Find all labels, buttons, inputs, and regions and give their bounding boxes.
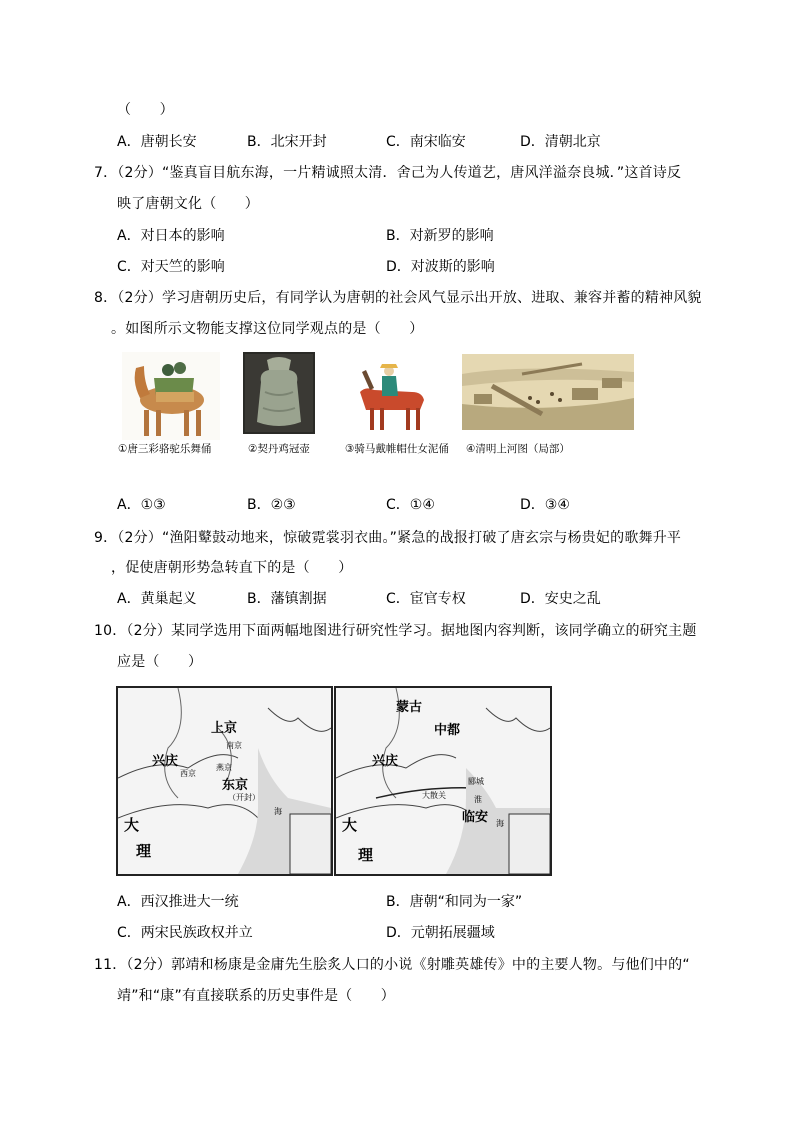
map2-label-small-1: 郾城 xyxy=(468,777,484,786)
map2-label-small-4: 海 xyxy=(496,819,504,828)
map2-label-da: 大 xyxy=(342,816,358,834)
q9-option-d: D．安史之乱 xyxy=(520,591,601,607)
q8-stem-line1: 8．（2分）学习唐朝历史后，有同学认为唐朝的社会风气显示出开放、进取、兼容并蓄的精神风貌 xyxy=(94,290,702,306)
q7-option-c: C．对天竺的影响 xyxy=(117,259,225,275)
southern-song-jin-map xyxy=(334,686,552,876)
map1-label-small-2: 燕京 xyxy=(216,763,232,772)
q7-option-b: B．对新罗的影响 xyxy=(386,228,494,244)
q8-caption-1: ①唐三彩骆驼乐舞俑 xyxy=(118,443,212,455)
horse-rider-figurine-image xyxy=(352,362,432,434)
q10-option-d: D．元朝拓展疆域 xyxy=(386,925,495,941)
northern-song-liao-map xyxy=(116,686,333,876)
q6-option-a: A．唐朝长安 xyxy=(117,134,197,150)
map1-label-small-4: （开封） xyxy=(228,793,260,802)
q8-option-d: D．③④ xyxy=(520,497,570,513)
q11-stem-line2: 靖”和“康”有直接联系的历史事件是（ ） xyxy=(117,988,395,1004)
q8-option-b: B．②③ xyxy=(247,497,296,513)
q10-stem-line1: 10．（2分）某同学选用下面两幅地图进行研究性学习。据地图内容判断，该同学确立的研究主题 xyxy=(94,623,697,639)
q8-caption-2: ②契丹鸡冠壶 xyxy=(248,443,310,455)
q10-option-c: C．两宋民族政权并立 xyxy=(117,925,253,941)
q7-stem-line2: 映了唐朝文化（ ） xyxy=(117,196,259,212)
map2-label-li: 理 xyxy=(358,846,374,864)
q8-option-a: A．①③ xyxy=(117,497,166,513)
q6-option-b: B．北宋开封 xyxy=(247,134,327,150)
q6-option-c: C．南宋临安 xyxy=(386,134,466,150)
map2-label-menggu: 蒙古 xyxy=(396,700,423,715)
map1-label-dongjing: 东京 xyxy=(222,778,249,793)
q6-option-d: D．清朝北京 xyxy=(520,134,601,150)
map1-label-da: 大 xyxy=(124,816,140,834)
q8-caption-4: ④清明上河图（局部） xyxy=(466,443,570,455)
q8-caption-3: ③骑马戴帷帽仕女泥俑 xyxy=(345,443,449,455)
map1-label-xingqing: 兴庆 xyxy=(152,754,179,769)
khitan-cockscomb-pot-image xyxy=(243,352,315,434)
map1-label-small-1: 南京 xyxy=(226,741,242,750)
map1-label-small-3: 西京 xyxy=(180,769,196,778)
q6-answer-paren: （ ） xyxy=(117,102,174,118)
q9-option-c: C．宦官专权 xyxy=(386,591,466,607)
map2-label-linan: 临安 xyxy=(462,810,489,825)
q9-stem-line2: ，促使唐朝形势急转直下的是（ ） xyxy=(111,560,353,576)
q10-option-a: A．西汉推进大一统 xyxy=(117,894,239,910)
q10-stem-line2: 应是（ ） xyxy=(117,654,203,670)
q7-option-a: A．对日本的影响 xyxy=(117,228,225,244)
q9-stem-line1: 9．（2分）“渔阳鼙鼓动地来，惊破霓裳羽衣曲。”紧急的战报打破了唐玄宗与杨贵妃的歌舞升平 xyxy=(94,530,682,546)
q10-option-b: B．唐朝“和同为一家” xyxy=(386,894,523,910)
map1-label-shangjing: 上京 xyxy=(211,721,238,736)
q11-stem-line1: 11．（2分）郭靖和杨康是金庸先生脍炙人口的小说《射雕英雄传》中的主要人物。与他们中的“ xyxy=(94,957,690,973)
qingming-scroll-image xyxy=(462,354,634,430)
map2-label-xingqing: 兴庆 xyxy=(372,754,399,769)
map1-label-li: 理 xyxy=(136,842,152,860)
tang-sancai-camel-image xyxy=(122,352,220,440)
q8-option-c: C．①④ xyxy=(386,497,435,513)
q7-option-d: D．对波斯的影响 xyxy=(386,259,495,275)
q8-stem-line2: 。如图所示文物能支撑这位同学观点的是（ ） xyxy=(111,321,424,337)
q7-stem-line1: 7．（2分）“鉴真盲目航东海，一片精诚照太清．舍己为人传道艺，唐风洋溢奈良城．”这首诗反 xyxy=(94,165,682,181)
map2-label-zhongdu: 中都 xyxy=(434,723,461,738)
q9-option-a: A．黄巢起义 xyxy=(117,591,197,607)
map2-label-small-3: 淮 xyxy=(474,795,482,804)
map2-label-small-2: 大散关 xyxy=(422,791,446,800)
map1-label-small-5: 海 xyxy=(274,807,282,816)
q9-option-b: B．藩镇割据 xyxy=(247,591,327,607)
